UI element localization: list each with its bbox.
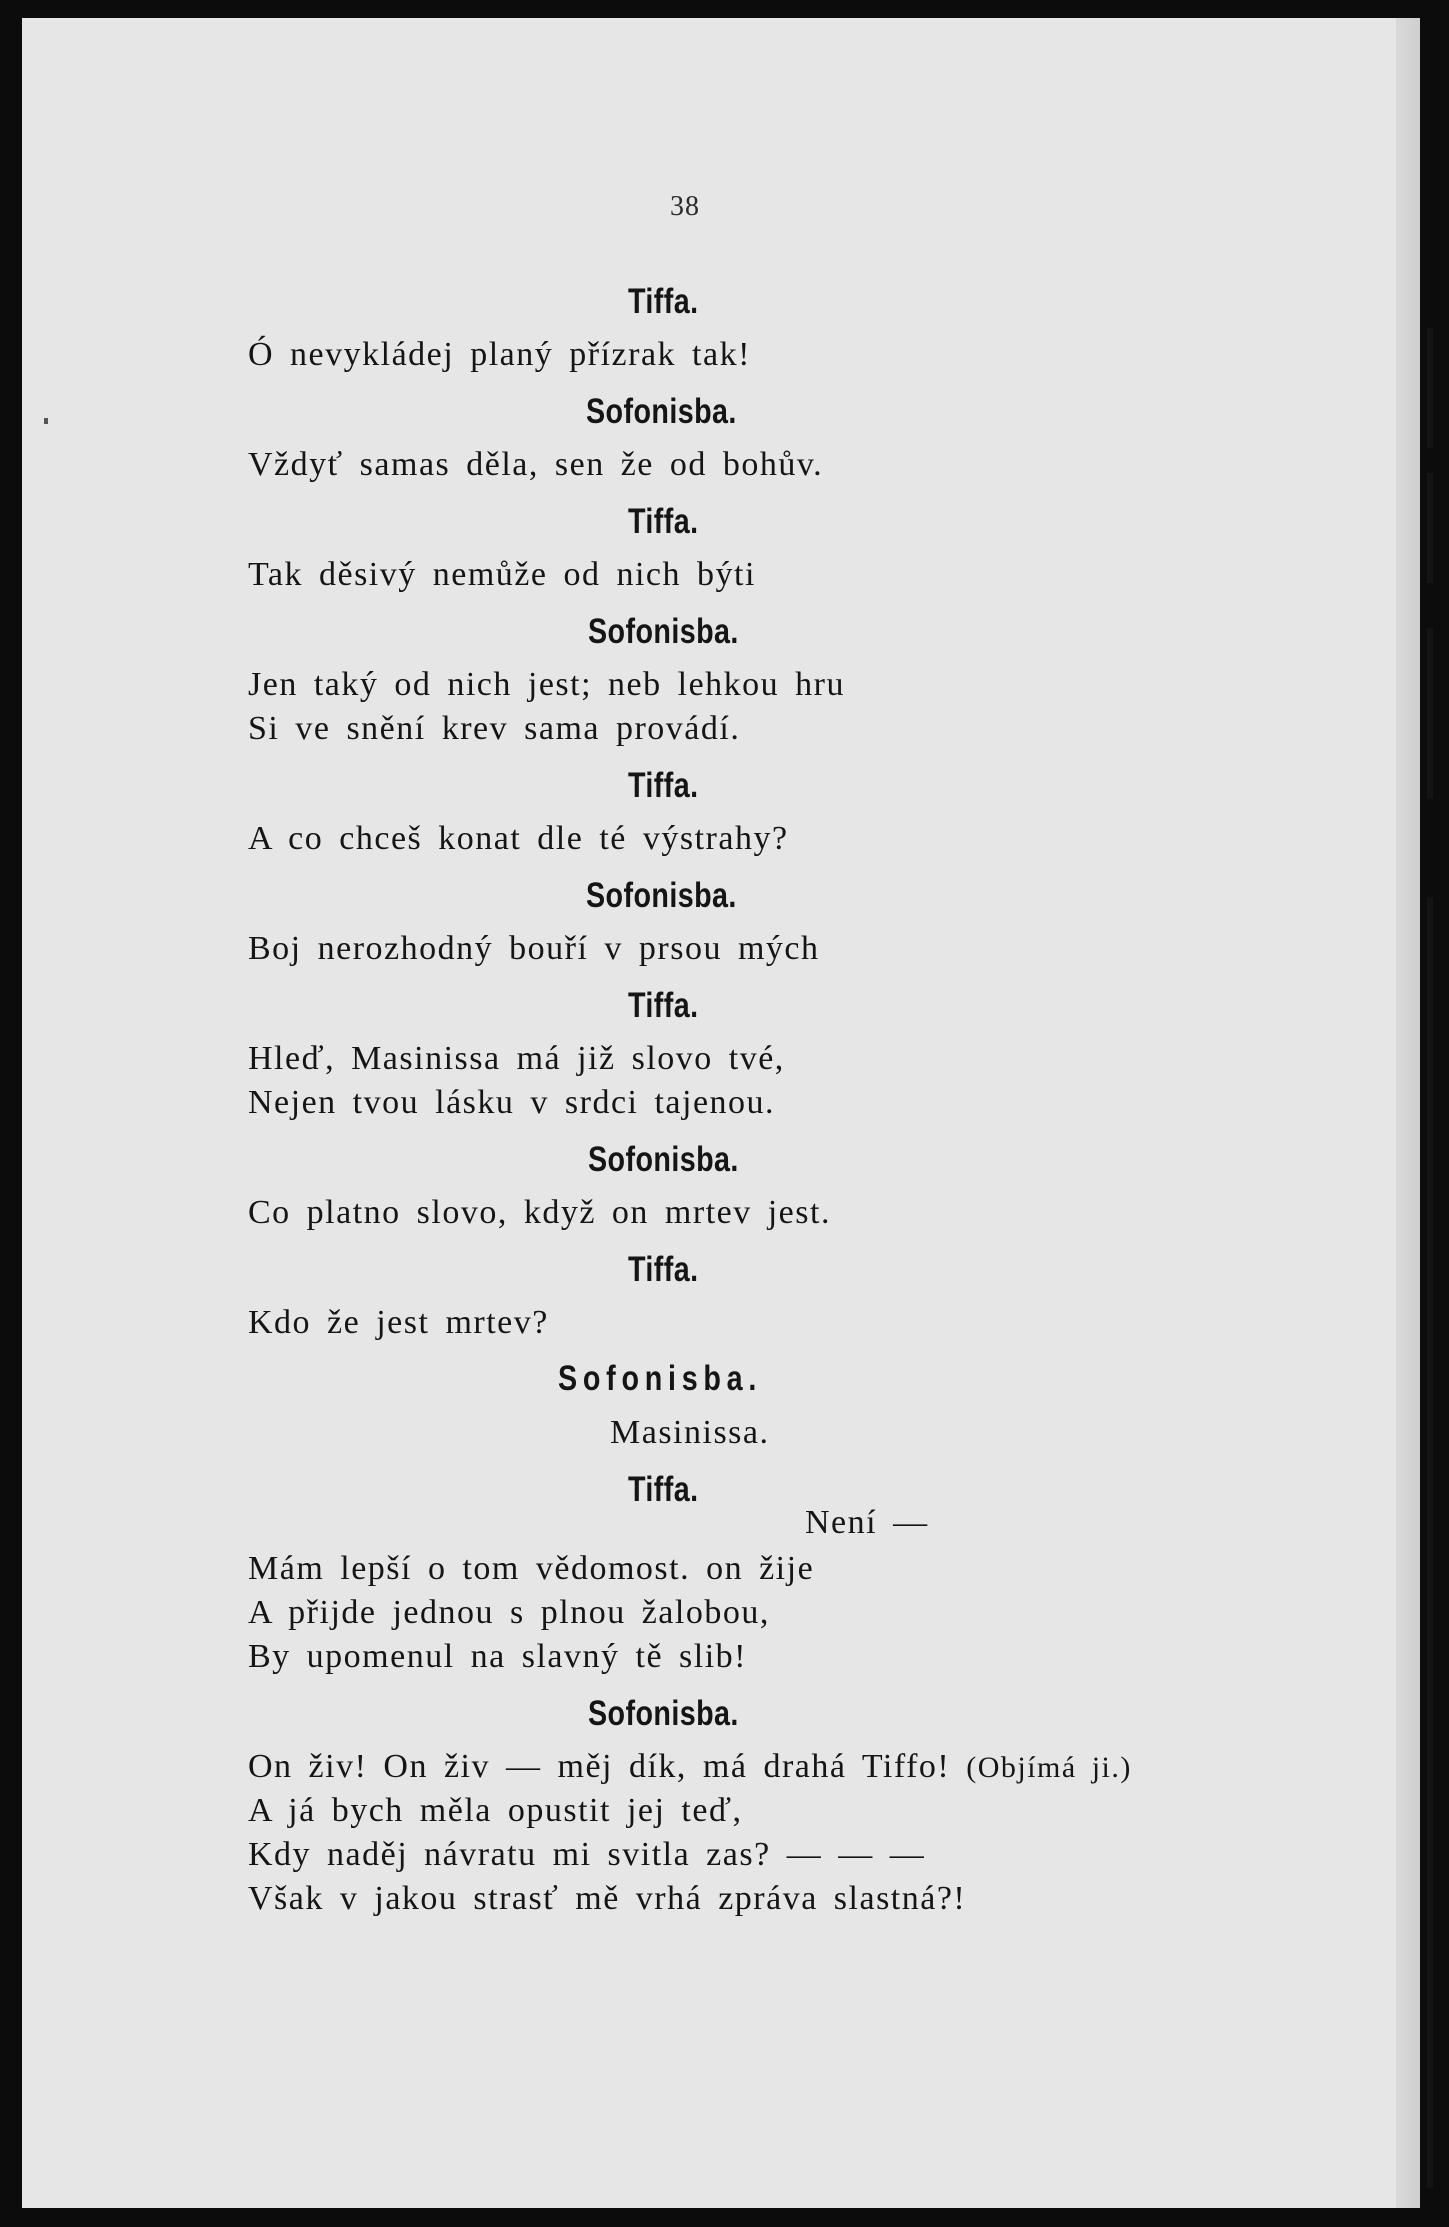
verse-line: Vždyť samas děla, sen že od bohův. xyxy=(248,446,824,483)
margin-rule xyxy=(1427,328,1433,448)
verse-line: Si ve snění krev sama provádí. xyxy=(248,710,741,747)
speaker-label: Sofonisba. xyxy=(558,1359,763,1398)
verse-line: Masinissa. xyxy=(610,1414,770,1451)
verse-line xyxy=(248,1748,1132,1786)
verse-line: By upomenul na slavný tě slib! xyxy=(248,1638,748,1675)
book-page xyxy=(22,18,1420,2208)
speaker-label: Sofonisba. xyxy=(586,876,737,915)
page-number: 38 xyxy=(670,191,700,222)
speaker-label: Sofonisba. xyxy=(586,392,737,431)
verse-line: Kdy naděj návratu mi svitla zas? — — — xyxy=(248,1836,926,1873)
speaker-label: Tiffa. xyxy=(628,502,699,541)
verse-line: Tak děsivý nemůže od nich býti xyxy=(248,556,756,593)
speaker-label: Tiffa. xyxy=(628,1250,699,1289)
verse-line: Není — xyxy=(805,1504,929,1541)
speaker-label: Tiffa. xyxy=(628,1470,699,1509)
verse-line: Mám lepší o tom vědomost. on žije xyxy=(248,1550,815,1587)
verse-line: A přijde jednou s plnou žalobou, xyxy=(248,1594,770,1631)
page-edge xyxy=(1396,18,1420,2208)
stage-direction: (Objímá ji.) xyxy=(966,1751,1132,1784)
margin-rule xyxy=(1427,898,1433,2188)
speaker-label: Sofonisba. xyxy=(588,1694,739,1733)
verse-line: Kdo že jest mrtev? xyxy=(248,1304,549,1341)
verse-line: A já bych měla opustit jej teď, xyxy=(248,1792,743,1829)
speaker-label: Tiffa. xyxy=(628,766,699,805)
margin-rule xyxy=(1427,628,1433,798)
speaker-label: Tiffa. xyxy=(628,282,699,321)
verse-line: Co platno slovo, když on mrtev jest. xyxy=(248,1194,831,1231)
margin-rule xyxy=(1427,473,1433,583)
verse-line: Však v jakou strasť mě vrhá zpráva slastná?! xyxy=(248,1880,967,1917)
speaker-label: Sofonisba. xyxy=(588,1140,739,1179)
verse-line: A co chceš konat dle té výstrahy? xyxy=(248,820,789,857)
verse-line: Hleď, Masinissa má již slovo tvé, xyxy=(248,1040,785,1077)
verse-text: On živ! On živ — měj dík, má drahá Tiffo! xyxy=(248,1748,951,1785)
verse-line: Nejen tvou lásku v srdci tajenou. xyxy=(248,1084,776,1121)
verse-line: Jen taký od nich jest; neb lehkou hru xyxy=(248,666,846,703)
print-speck xyxy=(44,418,48,424)
speaker-label: Tiffa. xyxy=(628,986,699,1025)
verse-line: Boj nerozhodný bouří v prsou mých xyxy=(248,930,820,967)
speaker-label: Sofonisba. xyxy=(588,612,739,651)
verse-line: Ó nevykládej planý přízrak tak! xyxy=(248,336,751,373)
